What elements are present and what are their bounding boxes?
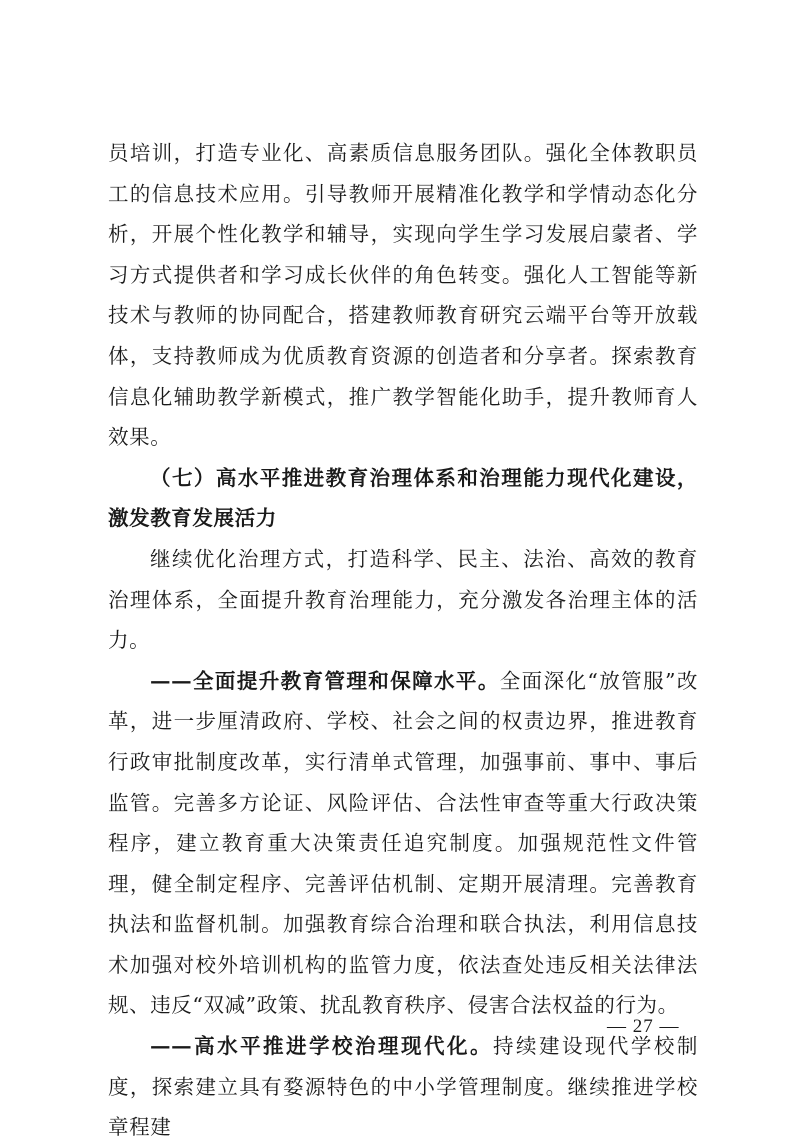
lead-school-governance: ——高水平推进学校治理现代化。 [150, 1034, 493, 1059]
text-management-support: 全面深化“放管服”改革，进一步厘清政府、学校、社会之间的权责边界，推进教育行政审批制度改革，实行清单式管理，加强事前、事中、事后监管。完善多方论证、风险评估、合法性审查等重大行政决策程序，建立教育重大决策责任追究制度。加强规范性文件管理，健全制定程序、完善评估机制、定期开展清理。完善教育执法和监督机制。加强教育综合治理和联合执法，利用信息技术加强对校外培训机构的监管力度，依法查处违反相关法律法规、违反“双减”政策、扰乱教育秩序、侵害合法权益的行为。 [108, 668, 698, 1018]
text-school-governance: 持续建设现代学校制度，探索建立具有婺源特色的中小学管理制度。继续推进学校章程建 [108, 1034, 698, 1140]
paragraph-teacher-training: 员培训，打造专业化、高素质信息服务团队。强化全体教职员工的信息技术应用。引导教师开展精准化教学和学情动态化分析，开展个性化教学和辅导，实现向学生学习发展启蒙者、学习方式提供者和学习成长伙伴的角色转变。强化人工智能等新技术与教师的协同配合，搭建教师教育研究云端平台等开放载体，支持教师成为优质教育资源的创造者和分享者。探索教育信息化辅助教学新模式，推广教学智能化助手，提升教师育人效果。 [108, 141, 698, 450]
section-heading-7: （七）高水平推进教育治理体系和治理能力现代化建设，激发教育发展活力 [108, 465, 698, 531]
body-text [108, 133, 698, 1148]
paragraph-governance-intro: 继续优化治理方式，打造科学、民主、法治、高效的教育治理体系，全面提升教育治理能力，充分激发各治理主体的活力。 [108, 546, 698, 653]
page-number: — 27 — [607, 1016, 680, 1037]
paragraph-management-support [108, 661, 698, 1026]
lead-management-support: ——全面提升教育管理和保障水平。 [150, 668, 500, 693]
paragraph-school-governance [108, 1026, 698, 1148]
